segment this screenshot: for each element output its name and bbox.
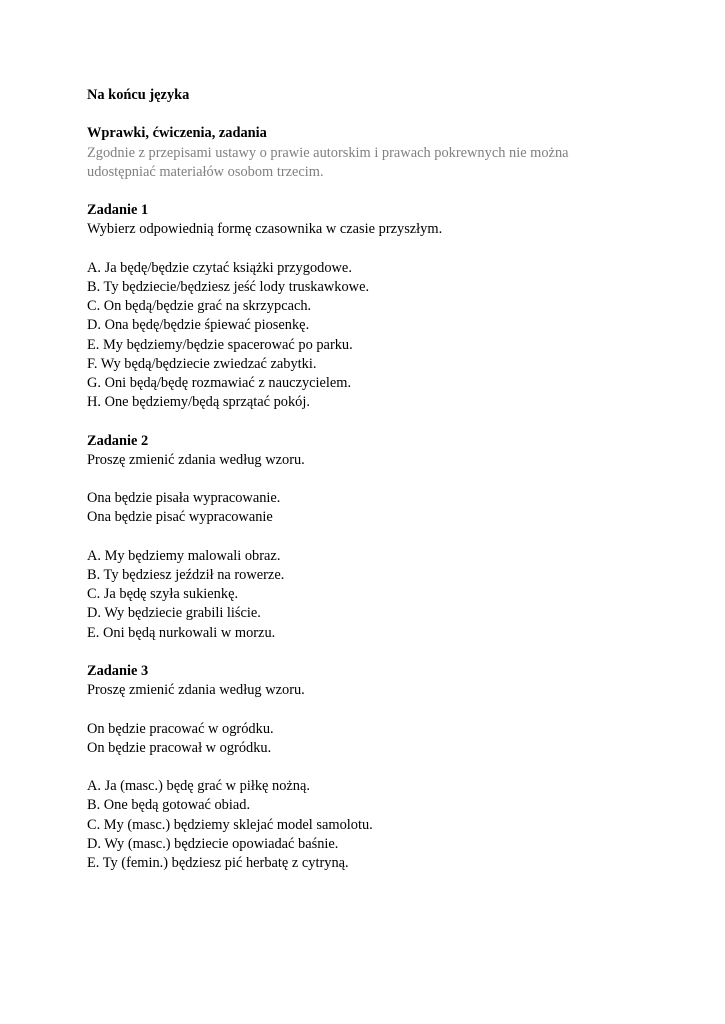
spacer [87, 412, 687, 431]
task-2-example-line-1: Ona będzie pisała wypracowanie. [87, 490, 281, 507]
task-3-item: C. My (masc.) będziemy sklejać model samolotu. [87, 816, 373, 833]
copyright-notice-line-1: Zgodnie z przepisami ustawy o prawie autorskim i prawach pokrewnych nie można [87, 144, 569, 161]
spacer [87, 240, 687, 259]
task-3-instruction: Proszę zmienić zdania według wzoru. [87, 682, 305, 699]
spacer [87, 643, 687, 662]
task-1-item: F. Wy będą/będziecie zwiedzać zabytki. [87, 355, 317, 372]
spacer [87, 105, 687, 124]
task-1-item: E. My będziemy/będzie spacerować po parku. [87, 336, 353, 353]
task-1-item: A. Ja będę/będzie czytać książki przygodowe. [87, 259, 352, 276]
task-2-instruction: Proszę zmienić zdania według wzoru. [87, 451, 305, 468]
task-2-heading: Zadanie 2 [87, 432, 149, 449]
spacer [87, 758, 687, 777]
task-2-item: B. Ty będziesz jeździł na rowerze. [87, 566, 285, 583]
spacer [87, 528, 687, 547]
task-2-item: C. Ja będę szyła sukienkę. [87, 586, 239, 603]
task-3-item: E. Ty (femin.) będziesz pić herbatę z cytryną. [87, 854, 349, 871]
task-1-instruction: Wybierz odpowiednią formę czasownika w czasie przyszłym. [87, 221, 443, 238]
task-2-item: D. Wy będziecie grabili liście. [87, 605, 261, 622]
spacer [87, 182, 687, 201]
document-title: Na końcu języka [87, 87, 190, 103]
task-3-example-line-1: On będzie pracować w ogródku. [87, 720, 274, 737]
task-3-item: A. Ja (masc.) będę grać w piłkę nożną. [87, 778, 310, 795]
task-1-section [87, 201, 687, 412]
task-3-item: D. Wy (masc.) będziecie opowiadać baśnie. [87, 835, 339, 852]
task-3-section [87, 662, 687, 873]
task-1-item: C. On będą/będzie grać na skrzypcach. [87, 298, 312, 315]
task-2-example-line-2: Ona będzie pisać wypracowanie [87, 509, 273, 526]
document-page [87, 86, 687, 873]
task-1-heading: Zadanie 1 [87, 202, 149, 219]
task-3-example-line-2: On będzie pracował w ogródku. [87, 739, 272, 756]
document-subtitle: Wprawki, ćwiczenia, zadania [87, 125, 267, 142]
spacer [87, 470, 687, 489]
task-1-item: G. Oni będą/będę rozmawiać z nauczycielem. [87, 375, 352, 391]
task-2-item: A. My będziemy malowali obraz. [87, 547, 281, 564]
task-2-item: E. Oni będą nurkowali w morzu. [87, 624, 276, 641]
task-3-heading: Zadanie 3 [87, 662, 149, 679]
task-1-item: D. Ona będę/będzie śpiewać piosenkę. [87, 317, 310, 334]
task-1-item: H. One będziemy/będą sprzątać pokój. [87, 394, 310, 411]
task-3-item: B. One będą gotować obiad. [87, 797, 251, 814]
copyright-notice-line-2: udostępniać materiałów osobom trzecim. [87, 163, 324, 180]
spacer [87, 700, 687, 719]
task-2-section [87, 432, 687, 643]
task-1-item: B. Ty będziecie/będziesz jeść lody truskawkowe. [87, 278, 370, 295]
